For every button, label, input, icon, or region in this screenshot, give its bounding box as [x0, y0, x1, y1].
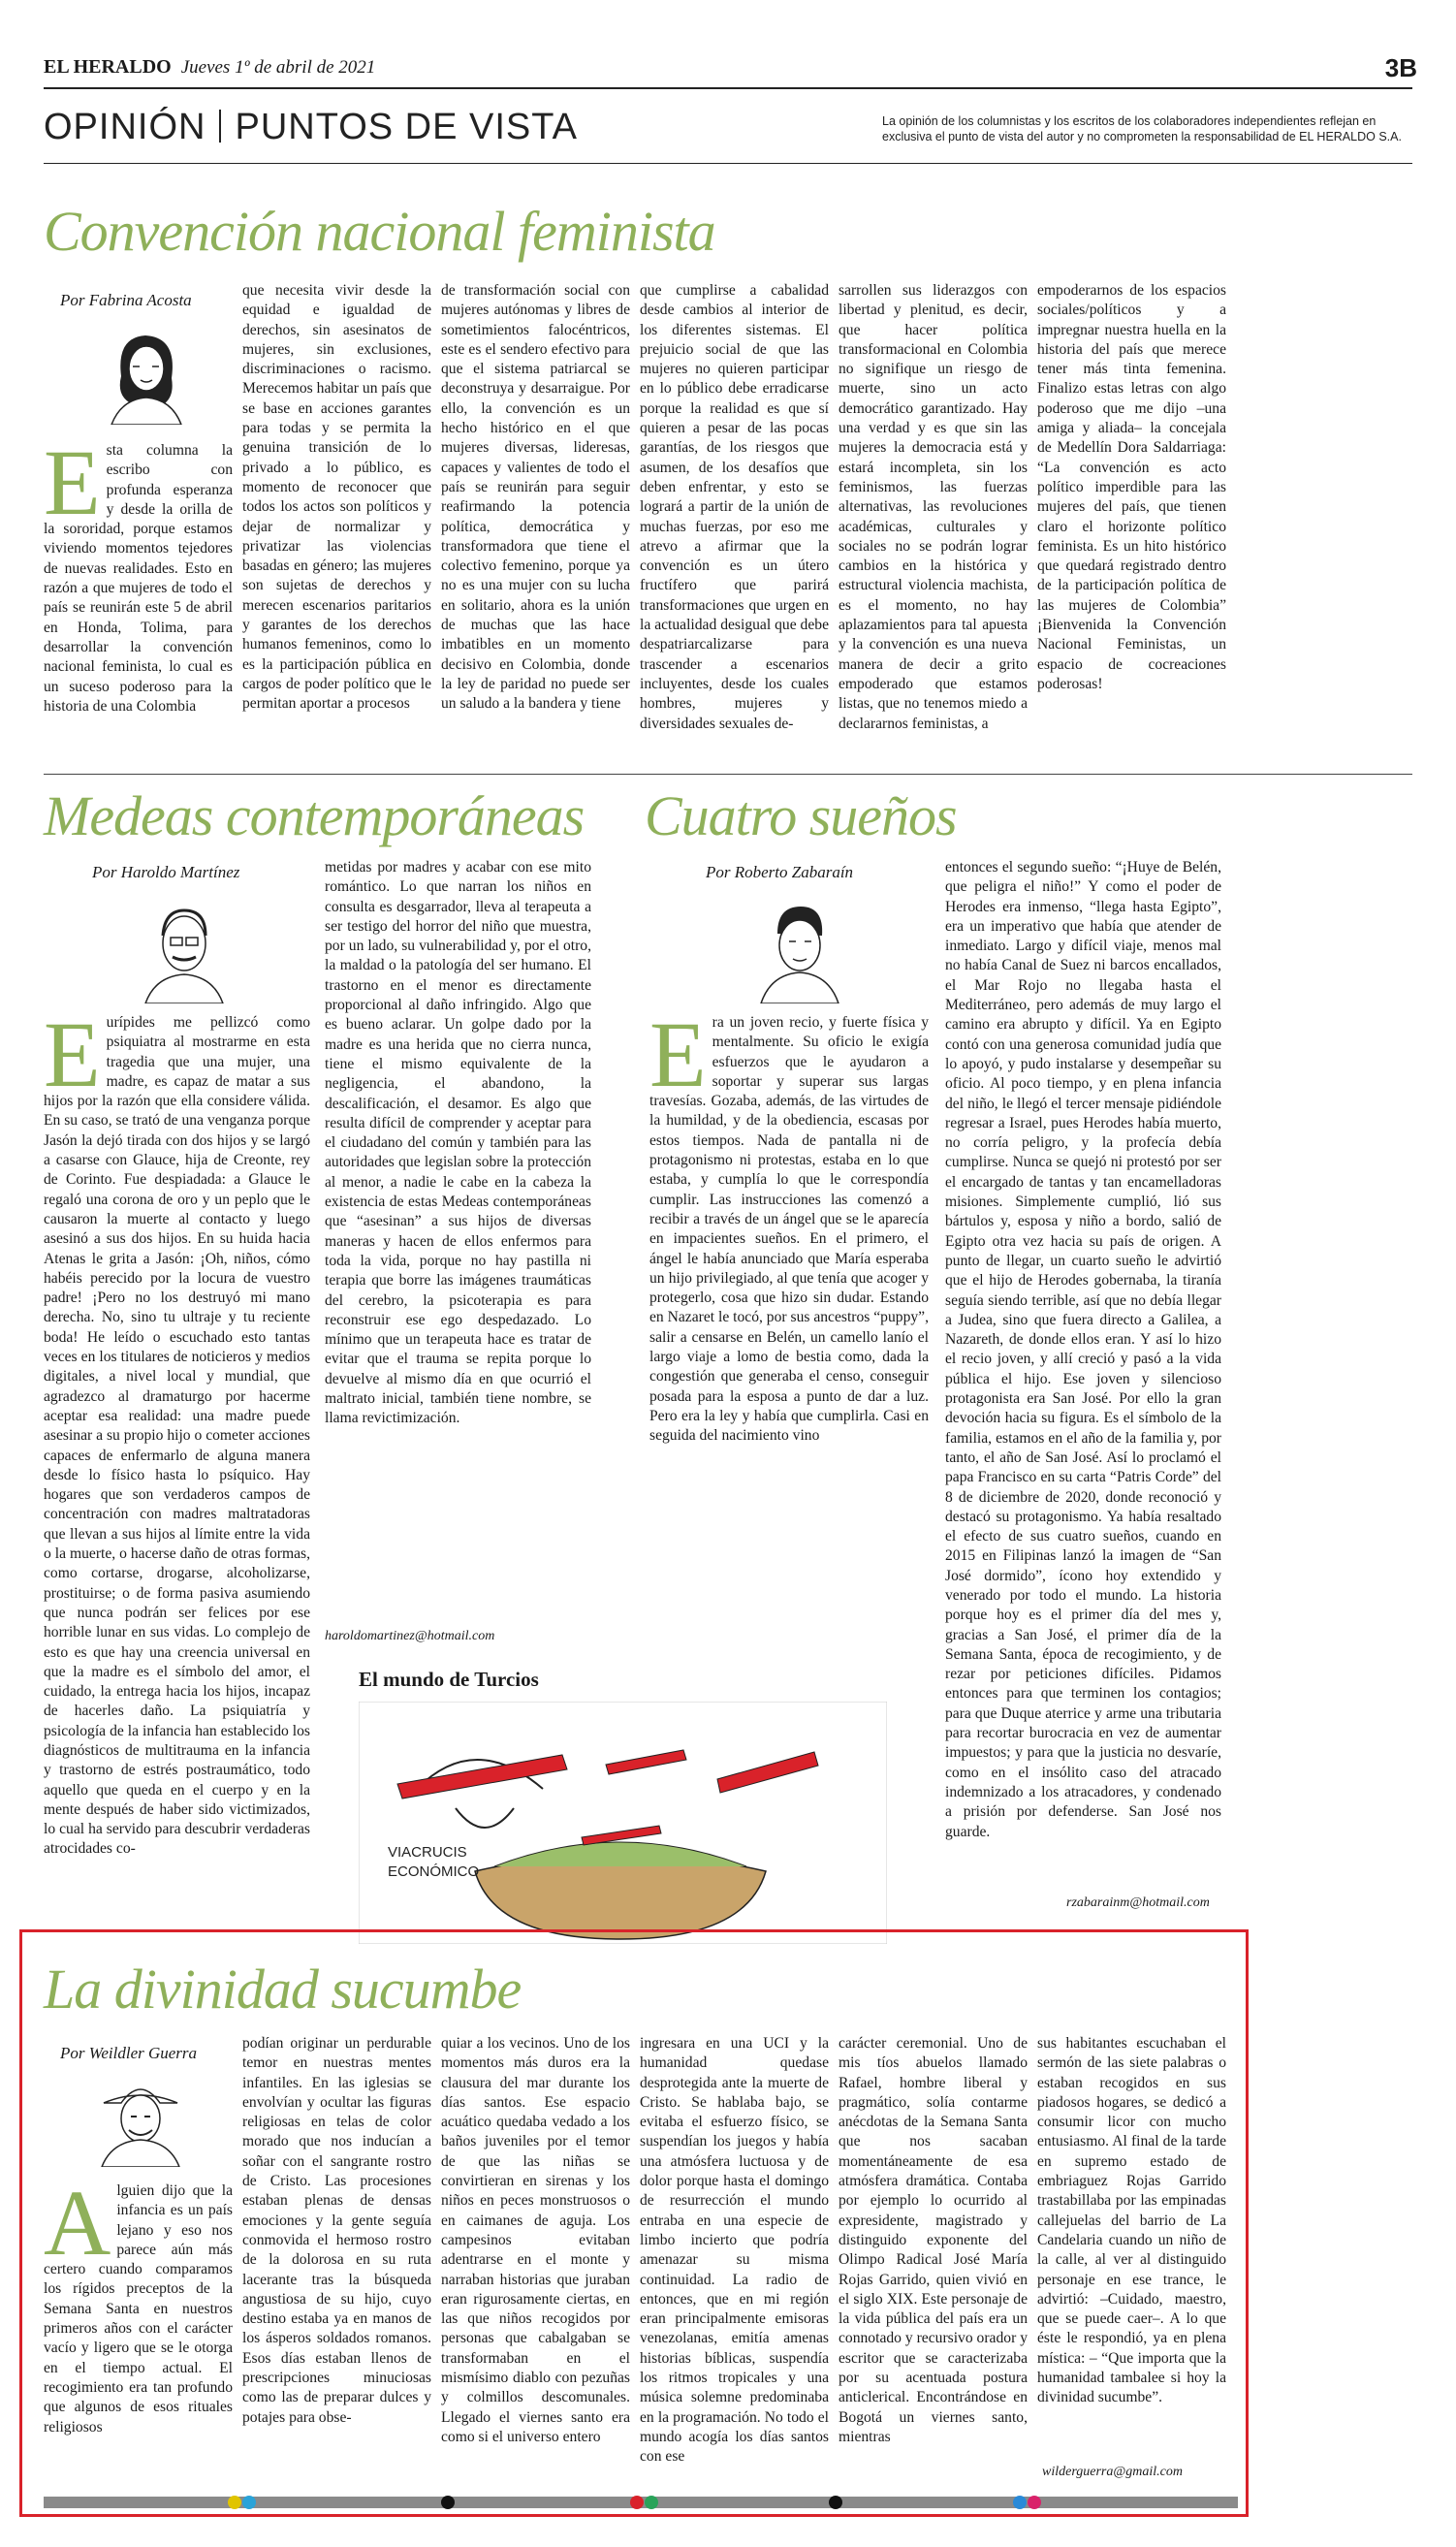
- editorial-cartoon: [359, 1702, 887, 1944]
- disclaimer: La opinión de los columnistas y los escritos de los colaboradores independientes reflejan en exclusiva el punto de vista del autor y no comprometen la responsabilidad de EL HERALDO S.A.: [882, 114, 1402, 143]
- author-portrait: [136, 897, 233, 1003]
- article-column: sarrollen sus liderazgos con libertad y plenitud, es decir, que hacer política transformacional en Colombia no signifique un riesgo de muerte, sino un acto democrático garantizado. Hay una verdad y es que sin las mujeres la democracia está y estará incompleta, sin los feminismos, las fuerzas alternativas, las revoluciones académicas, culturales y sociales no se podrán lograr cambios en la histórica y estructural violencia machista, es el momento, no hay aplazamientos para tal apuesta y la convención es una nueva manera de decir a grito empoderado que estamos listas, que no tenemos miedo a declararnos feministas, a: [839, 282, 1028, 732]
- article-column: que cumplirse a cabalidad desde cambios al interior de los diferentes sistemas. El prejuicio social de que las mujeres no quieren participar en lo público debe erradicarse porque la realidad es que sí quieren a pesar de las pocas garantías, de los riesgos que asumen, de los desafíos que deben enfrentar, y esto se logrará a partir de la unión de muchas fuerzas, por eso me atrevo a afirmar que la convención es un útero fructífero que parirá transformaciones que urgen en la actualidad desigual que debe despatriarcalizarse para trascender a escenarios incluyentes, desde los cuales hombres, mujeres y diversidades sexuales de-: [640, 282, 829, 732]
- article-column: carácter ceremonial. Uno de mis tíos abuelos llamado Rafael, hombre liberal y pragmático, solía contarme anécdotas de la Semana Santa que nos sacaban momentáneamente de esa atmósfera dramática. Contaba por ejemplo lo ocurrido al expresidente, magistrado y distinguido exponente del Olimpo Radical José María Rojas Garrido, quien vivió en el siglo XIX. Este personaje de la vida pública del país era un connotado y recursivo orador y escritor que se caracterizaba por su acentuada postura anticlerical. Encontrándose en Bogotá un viernes santo, mientras: [839, 2035, 1028, 2445]
- author-email[interactable]: rzabarainm@hotmail.com: [1066, 1895, 1210, 1910]
- dropcap: E: [44, 1013, 101, 1106]
- author-portrait: [92, 318, 199, 425]
- column-text: urípides me pellizcó como psiquiatra al mostrarme en esta tragedia que una mujer, una madre, es capaz de matar a sus hijos por la razón que ella considere válida. En su caso, se trató de una venganza porque Jasón la dejó tirada con dos hijos y se largó a casarse con Glauce, hija de Creonte, rey de Corinto. Fue despiadada: a Glauce le regaló una corona de oro y un peplo que le causaron la muerte al contacto y luego asesinó a sus dos hijos. En su huida hacia Atenas le grita a Jasón: ¡Oh, niños, cómo habéis perecido por la locura de vuestro padre! ¡Pero no los destruyó mi mano derecha. No, sino tu ultraje y tu reciente boda! He leído o escuchado esto tantas veces en los titulares de noticieros y medios digitales, a nivel local y mundial, que agradezco al dramaturgo por hacerme aceptar esa realidad: una madre puede asesinar a su propio hijo o cometer acciones capaces de enfermarlo de alguna manera desde lo físico hasta lo psíquico. Hay hogares que son verdaderos campos de concentración con madres maltratadoras que llevan a sus hijos al límite entre la vida o la muerte, o hacerse daño de otras formas, como cortarse, drogarse, alcoholizarse, prostituirse; o de forma pasiva asumiendo que nunca podrán ser felices por ese horrible lunar en sus vidas. Lo complejo de esto es que hay una creencia universal en que la madre es el símbolo del amor, el cuidado, la entrega hacia los hijos, incapaz de hacerles daño. La psiquiatría y psicología de la infancia han establecido los diagnósticos de multitrauma en la infancia y trastorno de estrés postraumático, todo aquello que queda en el cuerpo y en la mente después de haber sido victimizados, lo cual ha servido para descubrir verdaderas atrocidades co-: [44, 1014, 310, 1858]
- article-column: [44, 441, 233, 761]
- article-column: entonces el segundo sueño: “¡Huye de Belén, que peligra el niño!” Y como el poder de Herodes era inmenso, “llega hasta Egipto”, era un imperativo que había que atender de inmediato. Largo y difícil viaje, menos mal no había Canal de Suez ni barcos encallados, el Mar Rojo no llegaba hasta el Mediterráneo, pero además de muy largo el camino era abrupto y difícil. Ya en Egipto contó con una generosa comunidad judía que lo apoyó, y pudo instalarse y desempeñar su oficio. Al poco tiempo, y en plena infancia del niño, le llegó el tercer mensaje pidiéndole regresar a Israel, pues Herodes había muerto, no corría peligro, y la profecía debía cumplirse. Nunca se quejó ni protestó por ser el encargado de tantas y tan encamelladoras misiones. Simplemente cumplió, lió sus bártulos y, esposa y niño a bordo, salió de Egipto otra vez hacia su país de origen. A punto de llegar, un cuarto sueño le advirtió que el hijo de Herodes gobernaba, la tiranía seguía siendo terrible, así que no debía llegar a Judea, sino que fuera directo a Galilea, a Nazareth, de donde ellos eran. Y así lo hizo el recio joven, y allí creció y pasó a la vida pública el hijo. Ese joven y silencioso protagonista era San José. Por ello la gran devoción hacia su figura. Es el símbolo de la familia, estamos en el año de la familia y, por tanto, el año de San José. Así lo proclamó el papa Francisco en su carta “Patris Corde” del 8 de diciembre de 2020, donde reconoció y destacó su protagonismo. Ya había resaltado el efecto de sus cuatro sueños, cuando en 2015 en Filipinas lanzó la imagen de “San José dormido”, ícono hoy extendido y venerado por todo el mundo. La historia porque hoy es el primer día del mes y, gracias a San José, el primer día de la Semana Santa, época de recogimiento, y de rezar por peticiones difíciles. Pidamos entonces para que terminen los contagios; para que Duque aterrice y arme una tributaria para recortar burocracia en vez de aumentar impuestos; y para que la justicia no desvaríe, como en el insólito caso del atracado indemnizado a los atracadores, y condenado a prisión por defenderse. San José nos guarde.: [945, 859, 1221, 1840]
- section-header: [44, 107, 578, 148]
- registration-mark: [228, 2496, 241, 2509]
- section-subname: PUNTOS DE VISTA: [235, 107, 579, 147]
- article-column: podían originar un perdurable temor en nuestras mentes infantiles. En las iglesias se envolvían y ocultar las figuras religiosas en telas de color morado que nos inducían a soñar con el sangrante rostro de Cristo. Las procesiones estaban plenas de densas emociones y la gente seguía conmovida el hermoso rostro de la dolorosa en su ruta lacerante tras la búsqueda angustiosa de su hijo, cuyo destino estaba ya en manos de los ásperos soldados romanos. Esos días estaban llenos de prescripciones minuciosas como las de preparar dulces y potajes para obse-: [242, 2035, 431, 2426]
- dropcap: E: [649, 1013, 707, 1106]
- masthead: [44, 56, 375, 79]
- byline: Por Haroldo Martínez: [92, 863, 240, 881]
- article-column: ingresara en una UCI y la humanidad quedase desprotegida ante la muerte de Cristo. Se hablaba bajo, se evitaba el esfuerzo físico, se suspendían los juegos y había una atmósfera luctuosa y de dolor porque hasta el domingo de resurrección el mundo entraba en una especie de limbo incierto que podría amenazar su misma continuidad. La radio de entonces, que en mi región eran principalmente emisoras venezolanas, emitía amenas historias bíblicas, suspendía los ritmos tropicales y una música solemne predominaba en la programación. No todo el mundo acogía los días santos con ese: [640, 2035, 829, 2466]
- article-column: [649, 1013, 929, 1643]
- registration-mark: [630, 2496, 644, 2509]
- dropcap: E: [44, 441, 101, 534]
- cartoon-title: El mundo de Turcios: [359, 1668, 539, 1691]
- top-rule: [44, 87, 1412, 89]
- article-column: de transformación social con mujeres autónomas y libres de sometimientos falocéntricos, este es el sendero efectivo para que el sistema patriarcal se deconstruya y desarraigue. Por ello, la convención es un hecho histórico en el que mujeres diversas, lideresas, capaces y valientes de todo el país se reunirán para seguir reafirmando la potencia política, democrática y transformadora que tiene el colectivo femenino, porque ya no es una mujer con su lucha en solitario, ahora es la unión de muchas que las hace imbatibles en un momento decisivo en Colombia, donde la ley de paridad no puede ser un saludo a la bandera y tiene: [441, 282, 630, 713]
- dropcap: A: [44, 2181, 111, 2275]
- article-column: metidas por madres y acabar con ese mito romántico. Lo que narran los niños en consulta es desgarrador, lleva al terapeuta a ser testigo del horror del niño que muestra, por un lado, su vulnerabilidad y, por el otro, la maldad o la patología del ser humano. El trastorno en el menor es directamente proporcional al daño infringido. Algo que es bueno aclarar. Un golpe dado por la madre es una herida que no cierra nunca, tiene el mismo equivalente de la negligencia, el abandono, la descalificación, el desamor. Es algo que resulta difícil de comprender y aceptar para el ciudadano del común y también para las autoridades que legislan sobre la protección al menor, a nadie le cabe en la cabeza la existencia de estas Medeas contemporáneas que “asesinan” a sus hijos de diversas maneras y hacen de ellos enfermos para toda la vida, porque no hay pastilla ni terapia que borre las imágenes traumáticas del cerebro, la psicoterapia es para reconstruir ese ego despedazado. Lo mínimo que un terapeuta hace es tratar de evitar que el trauma se repita porque lo devuelve al mismo día en que ocurrió el maltrato inicial, también tiene nombre, se llama revictimización.: [325, 859, 591, 1427]
- article-column: [44, 2181, 233, 2492]
- section-name: OPINIÓN: [44, 107, 206, 147]
- author-email[interactable]: haroldomartinez@hotmail.com: [325, 1629, 495, 1643]
- byline: Por Fabrina Acosta: [60, 291, 192, 309]
- registration-mark: [1028, 2496, 1041, 2509]
- author-email[interactable]: wilderguerra@gmail.com: [1042, 2465, 1183, 2479]
- article-title: Medeas contemporáneas: [44, 784, 585, 847]
- article-column: quiar a los vecinos. Uno de los momentos más duros era la clausura del mar durante los días santos. Ese espacio acuático quedaba vedado a los baños juveniles por el temor de que las niñas se convirtieran en sirenas y los niños en peces monstruosos o en caimanes de aguja. Los campesinos evitaban adentrarse en el monte y narraban historias que juraban eran rigurosamente ciertas, en las que niños recogidos por personas que cabalgaban se transformaban en el mismísimo diablo con pezuñas y colmillos descomunales. Llegado el viernes santo era como si el universo entero: [441, 2035, 630, 2445]
- cartoon-caption-line1: VIACRUCIS: [388, 1844, 467, 1861]
- author-portrait: [756, 897, 843, 1003]
- article-column: que necesita vivir desde la equidad e igualdad de derechos, sin asesinatos de mujeres, sin exclusiones, discriminaciones o racismo. Merecemos habitar un país que se base en acciones garantes para todas y se permita la genuina transición de lo privado a lo público, es momento de reconocer que todos los actos son políticos y dejar de normalizar y privatizar las violencias basadas en género; las mujeres son sujetas de derechos y merecen escenarios paritarios y garantes de los derechos humanos femeninos, como lo es la participación pública en cargos de poder político que le permitan aportar a procesos: [242, 282, 431, 713]
- article-title: Convención nacional feminista: [44, 200, 715, 263]
- column-text: lguien dijo que la infancia es un país lejano y eso nos parece aún más certero cuando comparamos los rígidos preceptos de la Semana Santa en nuestros primeros años con el carácter vacío y ligero que se le otorga en el tiempo actual. El recogimiento era tan profundo que algunos de esos rituales religiosos: [44, 2182, 233, 2436]
- article-column: [44, 1013, 310, 1954]
- issue-date: Jueves 1º de abril de 2021: [180, 57, 376, 78]
- byline: Por Weildler Guerra: [60, 2044, 198, 2062]
- cartoon-caption-line2: ECONÓMICO: [388, 1863, 480, 1880]
- registration-mark: [829, 2496, 842, 2509]
- column-text: sta columna la escribo con profunda esperanza y desde la orilla de la sororidad, porque estamos viviendo momentos tejedores de nuevas realidades. Esto en razón a que mujeres de todo el país se reunirán este 5 de abril en Honda, Tolima, para desarrollar la convención nacional feminista, lo cual es un suceso poderoso para la historia de una Colombia: [44, 442, 233, 715]
- article-title: Cuatro sueños: [645, 784, 957, 847]
- registration-mark: [645, 2496, 658, 2509]
- article-title: La divinidad sucumbe: [44, 1958, 522, 2021]
- registration-mark: [242, 2496, 256, 2509]
- page-number: 3B: [1384, 53, 1417, 82]
- column-text: ra un joven recio, y fuerte física y mentalmente. Su oficio le exigía esfuerzos que le ayudaron a soportar y superar sus largas travesías. Gozaba, además, de las virtudes de la humildad, y de la obediencia, escasas por estos tiempos. Nada de pantalla ni de protagonismo ni protestas, estaba en lo que estaba, y cumplía lo que le correspondía cumplir. Las instrucciones las comenzó a recibir a través de un ángel que se le aparecía en impacientes sueños. En el primero, el ángel le había anunciado que María esperaba un hijo privilegiado, al que tenía que acoger y protegerlo, cosa que hizo sin dudar. Estando en Nazaret le tocó, por sus ancestros “puppy”, salir a censarse en Belén, un camello lanío el largo viaje a lomo de bestia como, dada la congestión que generaba el censo, conseguir posada para la esposa a punto de dar a luz. Pero era la ley y había que cumplirla. Casi en seguida del nacimiento vino: [649, 1014, 929, 1445]
- article-column: sus habitantes escuchaban el sermón de las siete palabras o estaban recogidos en sus piadosos hogares, se dedicó a consumir licor con mucho entusiasmo. Al final de la tarde en supremo estado de embriaguez Rojas Garrido trastabillaba por las empinadas callejuelas del barrio de La Candelaria cuando un niño de la calle, al ver al distinguido personaje en ese trance, le advirtió: –Cuidado, maestro, que se puede caer–. A lo que éste le respondió, ya en plena mística: – “Que importa que la humanidad tambalee si hoy la divinidad sucumbe”.: [1037, 2035, 1226, 2406]
- byline: Por Roberto Zabaraín: [706, 863, 854, 881]
- divider: [44, 774, 1412, 775]
- registration-mark: [1013, 2496, 1027, 2509]
- paper-name: EL HERALDO: [44, 56, 172, 78]
- article-column: empoderarnos de los espacios sociales/políticos y a impregnar nuestra huella en la historia del país que merece tener más tinta femenina. Finalizo estas letras con algo poderoso que me dijo –una amiga y aliada– la concejala de Medellín Dora Saldarriaga: “La convención es acto político imperdible para las mujeres del país, que tienen claro el horizonte político feminista. Es un hito histórico que quedará registrado dentro de la participación política de las mujeres de Colombia” ¡Bienvenida la Convención Nacional Feministas, un espacio de cocreaciones poderosas!: [1037, 282, 1226, 692]
- registration-mark: [441, 2496, 455, 2509]
- section-rule: [44, 163, 1412, 164]
- author-portrait: [92, 2070, 189, 2167]
- print-color-bar: [44, 2497, 1238, 2508]
